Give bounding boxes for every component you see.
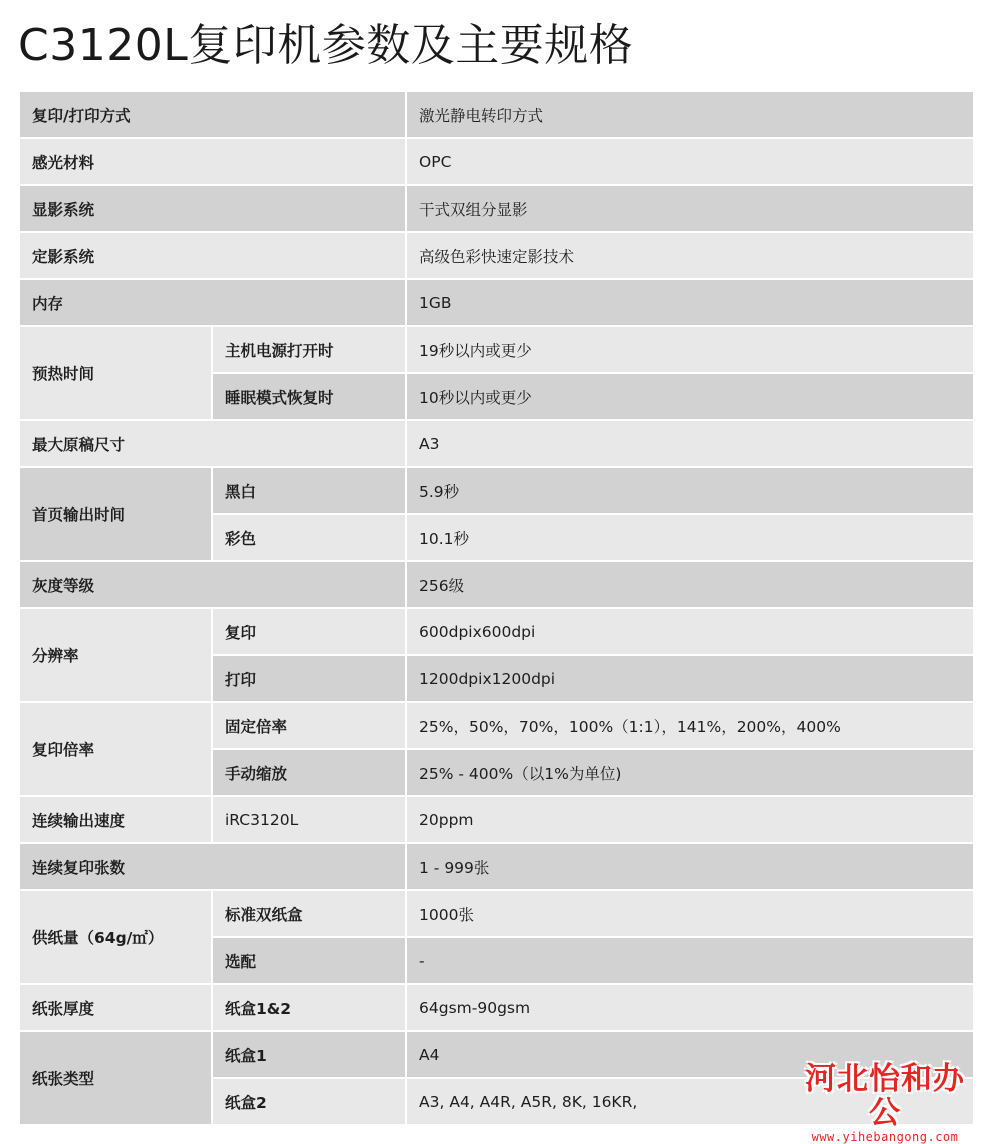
row-label: 纸张类型 [19, 1031, 212, 1125]
row-value: - [406, 937, 974, 984]
row-label: 供纸量（64g/㎡） [19, 890, 212, 984]
row-sublabel: 打印 [212, 655, 406, 702]
row-label: 感光材料 [19, 138, 406, 185]
watermark-url: www.yihebangong.com [811, 1130, 959, 1144]
row-value: 5.9秒 [406, 467, 974, 514]
watermark-title: 河北怡和办公 [805, 1061, 965, 1131]
row-label: 复印/打印方式 [19, 91, 406, 138]
table-row [19, 561, 974, 608]
row-value: A3, A4, A4R, A5R, 8K, 16KR, [406, 1078, 974, 1125]
table-row [19, 232, 974, 279]
row-value: OPC [406, 138, 974, 185]
watermark [790, 1062, 980, 1144]
row-sublabel: 复印 [212, 608, 406, 655]
row-label: 灰度等级 [19, 561, 406, 608]
row-label: 预热时间 [19, 326, 212, 420]
row-value: 干式双组分显影 [406, 185, 974, 232]
row-value: 10.1秒 [406, 514, 974, 561]
row-label: 最大原稿尺寸 [19, 420, 406, 467]
row-value: 19秒以内或更少 [406, 326, 974, 373]
row-label: 内存 [19, 279, 406, 326]
page-title: C3120L复印机参数及主要规格 [18, 20, 634, 71]
row-sublabel: iRC3120L [212, 796, 406, 843]
row-label: 显影系统 [19, 185, 406, 232]
row-label: 分辨率 [19, 608, 212, 702]
row-value: 1 - 999张 [406, 843, 974, 890]
row-label: 复印倍率 [19, 702, 212, 796]
row-sublabel: 纸盒1 [212, 1031, 406, 1078]
table-row [19, 326, 974, 373]
row-sublabel: 手动缩放 [212, 749, 406, 796]
table-row [19, 796, 974, 843]
row-value: 1GB [406, 279, 974, 326]
table-row [19, 843, 974, 890]
row-value: 20ppm [406, 796, 974, 843]
row-label: 连续复印张数 [19, 843, 406, 890]
row-value: 64gsm-90gsm [406, 984, 974, 1031]
row-value: 25% - 400%（以1%为单位) [406, 749, 974, 796]
row-label: 定影系统 [19, 232, 406, 279]
table-row [19, 420, 974, 467]
row-sublabel: 睡眠模式恢复时 [212, 373, 406, 420]
row-label: 纸张厚度 [19, 984, 212, 1031]
row-label: 连续输出速度 [19, 796, 212, 843]
table-row [19, 984, 974, 1031]
table-row [19, 890, 974, 937]
row-value: 激光静电转印方式 [406, 91, 974, 138]
table-row [19, 702, 974, 749]
row-value: 1000张 [406, 890, 974, 937]
row-sublabel: 纸盒1&2 [212, 984, 406, 1031]
row-sublabel: 彩色 [212, 514, 406, 561]
row-value: A4 [406, 1031, 974, 1078]
table-row [19, 185, 974, 232]
row-value: A3 [406, 420, 974, 467]
row-sublabel: 固定倍率 [212, 702, 406, 749]
row-sublabel: 纸盒2 [212, 1078, 406, 1125]
row-sublabel: 主机电源打开时 [212, 326, 406, 373]
row-sublabel: 黑白 [212, 467, 406, 514]
table-row [19, 467, 974, 514]
spec-table [18, 90, 975, 1126]
row-value: 256级 [406, 561, 974, 608]
table-row [19, 608, 974, 655]
row-label: 首页输出时间 [19, 467, 212, 561]
table-row [19, 138, 974, 185]
row-sublabel: 标准双纸盒 [212, 890, 406, 937]
row-value: 1200dpix1200dpi [406, 655, 974, 702]
row-value: 高级色彩快速定影技术 [406, 232, 974, 279]
table-row [19, 91, 974, 138]
row-value: 25%，50%，70%，100%（1:1），141%，200%，400% [406, 702, 974, 749]
table-row [19, 279, 974, 326]
row-value: 10秒以内或更少 [406, 373, 974, 420]
row-sublabel: 选配 [212, 937, 406, 984]
row-value: 600dpix600dpi [406, 608, 974, 655]
